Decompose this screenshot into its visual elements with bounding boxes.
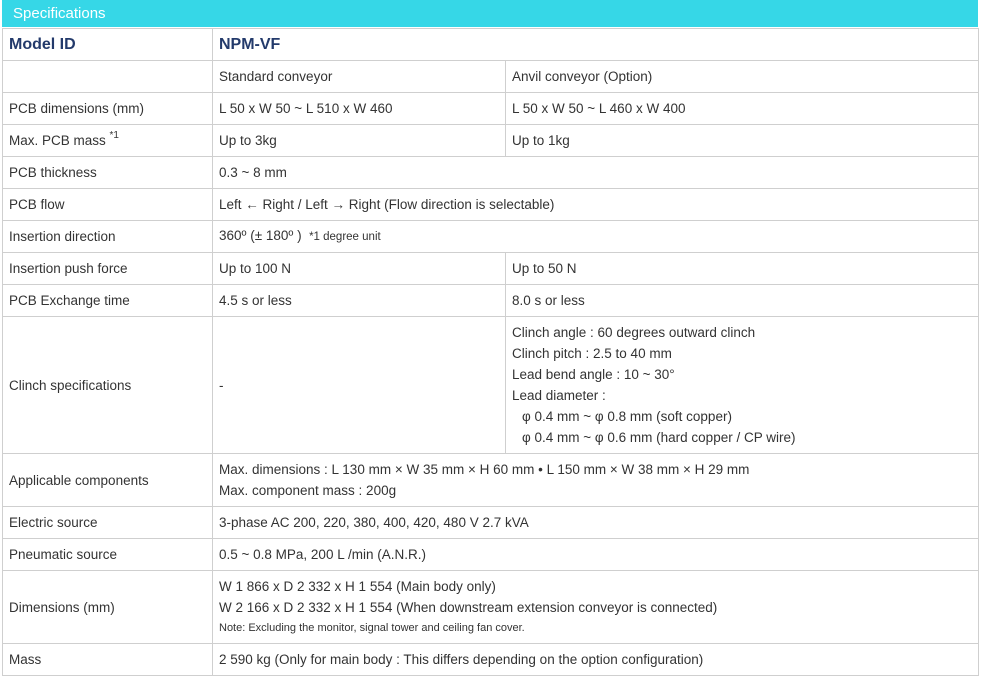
table-row-pcb-dimensions — [3, 93, 979, 125]
table-row-dimensions — [3, 571, 979, 644]
row-label: Pneumatic source — [3, 539, 213, 571]
table-row-pcb-flow — [3, 189, 979, 221]
specifications-tab[interactable]: Specifications — [2, 0, 978, 27]
standard-value: 4.5 s or less — [213, 285, 506, 317]
empty-cell — [3, 61, 213, 93]
row-value: Left ← Right / Left → Right (Flow direction is selectable) — [213, 189, 979, 221]
table-row-conveyor-type — [3, 61, 979, 93]
row-label: Insertion push force — [3, 253, 213, 285]
clinch-angle: Clinch angle : 60 degrees outward clinch — [512, 325, 756, 340]
table-row-pcb-thickness — [3, 157, 979, 189]
anvil-value: 8.0 s or less — [506, 285, 979, 317]
table-row-insertion-direction — [3, 221, 979, 253]
standard-value: Up to 100 N — [213, 253, 506, 285]
row-value: 0.3 ~ 8 mm — [213, 157, 979, 189]
dimensions-main-body: W 1 866 x D 2 332 x H 1 554 (Main body only) — [219, 578, 496, 594]
anvil-conveyor-header: Anvil conveyor (Option) — [506, 61, 979, 93]
standard-value: Up to 3kg — [213, 125, 506, 157]
row-value — [213, 454, 979, 507]
lead-diameter-soft: φ 0.4 mm ~ φ 0.8 mm (soft copper) — [522, 409, 732, 424]
row-label: PCB thickness — [3, 157, 213, 189]
anvil-value — [506, 317, 979, 454]
table-row-components — [3, 454, 979, 507]
row-value — [213, 571, 979, 644]
model-id-label: Model ID — [3, 29, 213, 61]
table-row-pneumatic — [3, 539, 979, 571]
spec-table — [2, 28, 979, 676]
anvil-value: Up to 1kg — [506, 125, 979, 157]
degree-unit-note: *1 degree unit — [309, 231, 381, 243]
lead-diameter-hard: φ 0.4 mm ~ φ 0.6 mm (hard copper / CP wire) — [522, 430, 796, 445]
table-row-clinch — [3, 317, 979, 454]
dimensions-note: Note: Excluding the monitor, signal tower and ceiling fan cover. — [219, 621, 525, 634]
footnote-marker: *1 — [109, 129, 119, 141]
anvil-value: L 50 x W 50 ~ L 460 x W 400 — [506, 93, 979, 125]
row-label: Mass — [3, 644, 213, 676]
anvil-value: Up to 50 N — [506, 253, 979, 285]
row-value: 3-phase AC 200, 220, 380, 400, 420, 480 V 2.7 kVA — [213, 507, 979, 539]
model-id-value: NPM-VF — [213, 29, 979, 61]
table-row-model-id — [3, 29, 979, 61]
max-component-mass: Max. component mass : 200g — [219, 483, 397, 498]
row-label: Insertion direction — [3, 221, 213, 253]
row-value: 2 590 kg (Only for main body : This differs depending on the option configuration) — [213, 644, 979, 676]
row-label: PCB dimensions (mm) — [3, 93, 213, 125]
row-label: Electric source — [3, 507, 213, 539]
table-row-push-force — [3, 253, 979, 285]
row-label: Applicable components — [3, 454, 213, 507]
max-dimensions: Max. dimensions : L 130 mm × W 35 mm × H 60 mm • L 150 mm × W 38 mm × H 29 mm — [219, 462, 750, 477]
row-label: Clinch specifications — [3, 317, 213, 454]
specifications-panel — [2, 0, 980, 676]
lead-bend-angle: Lead bend angle : 10 ~ 30° — [512, 367, 675, 382]
table-row-exchange-time — [3, 285, 979, 317]
dimensions-extension: W 2 166 x D 2 332 x H 1 554 (When downstream extension conveyor is connected) — [219, 599, 718, 615]
row-value: 0.5 ~ 0.8 MPa, 200 L /min (A.N.R.) — [213, 539, 979, 571]
row-label: Dimensions (mm) — [3, 571, 213, 644]
row-label: PCB Exchange time — [3, 285, 213, 317]
clinch-pitch: Clinch pitch : 2.5 to 40 mm — [512, 346, 672, 361]
row-label — [3, 125, 213, 157]
value-text: 360º (± 180º ) — [219, 228, 302, 243]
label-text: Max. PCB mass — [9, 133, 110, 148]
table-row-electric — [3, 507, 979, 539]
standard-value: L 50 x W 50 ~ L 510 x W 460 — [213, 93, 506, 125]
table-row-pcb-mass — [3, 125, 979, 157]
standard-value: - — [213, 317, 506, 454]
lead-diameter: Lead diameter : — [512, 388, 606, 403]
table-row-mass — [3, 644, 979, 676]
row-label: PCB flow — [3, 189, 213, 221]
standard-conveyor-header: Standard conveyor — [213, 61, 506, 93]
row-value — [213, 221, 979, 253]
